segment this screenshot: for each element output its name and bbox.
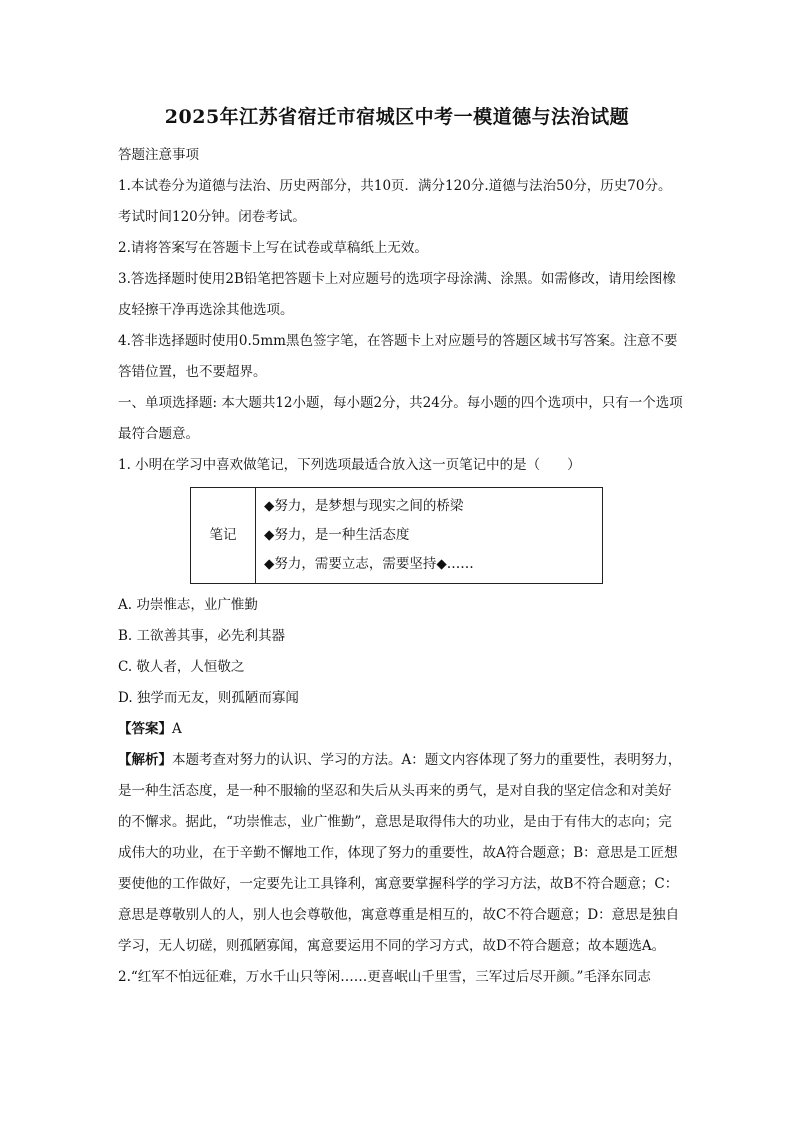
note-table	[190, 487, 603, 584]
page-title: 2025年江苏省宿迁市宿城区中考一模道德与法治试题	[164, 106, 630, 128]
answer-value: A	[172, 721, 182, 737]
note-item: ◆努力，是梦想与现实之间的桥梁	[264, 498, 464, 514]
option-a: A. 功崇惟志，业广惟勤	[118, 597, 258, 613]
option-c: C. 敬人者，人恒敬之	[118, 659, 245, 675]
answer-line	[118, 714, 684, 745]
notice-heading: 答题注意事项	[118, 147, 199, 163]
notice-3: 3.答选择题时使用2B铅笔把答题卡上对应题号的选项字母涂满、涂黑。如需修改，请用绘图橡皮轻擦干净再选涂其他选项。	[118, 271, 676, 318]
exam-content	[118, 140, 684, 993]
question-2-stem: 2.“红军不怕远征难，万水千山只等闲……更喜岷山千里雪，三军过后尽开颜。”毛泽东同志	[118, 969, 651, 985]
question-1-stem: 1. 小明在学习中喜欢做笔记，下列选项最适合放入这一页笔记中的是（ ）	[118, 457, 581, 473]
notice-1: 1.本试卷分为道德与法治、历史两部分，共10页．满分120分.道德与法治50分，历史70分。考试时间120分钟。闭卷考试。	[118, 178, 672, 225]
section-heading: 一、单项选择题: 本大题共12小题，每小题2分，共24分。每小题的四个选项中，只有一个选项最符合题意。	[118, 395, 683, 442]
notice-2: 2.请将答案写在答题卡上写在试卷或草稿纸上无效。	[118, 240, 428, 256]
notice-4: 4.答非选择题时使用0.5mm黑色签字笔，在答题卡上对应题号的答题区域书写答案。注意不要答错位置，也不要超界。	[118, 333, 678, 380]
analysis-paragraph	[118, 745, 684, 962]
option-d: D. 独学而无友，则孤陋而寡闻	[118, 690, 299, 706]
analysis-text: 本题考查对努力的认识、学习的方法。A：题文内容体现了努力的重要性，表明努力，是一种生活态度，是一种不服输的坚忍和失后从头再来的勇气，是对自我的坚定信念和对美好的不懈求。据此，“功崇惟志，业广惟勤”，意思是取得伟大的功业，是由于有伟大的志向；完成伟大的功业，在于辛勤不懈地工作，体现了努力的重要性，故A符合题意；B：意思是工匠想要使他的工作做好，一定要先让工具锋利，寓意要掌握科学的学习方法，故B不符合题意；C：意思是尊敬别人的人，别人也会尊敬他，寓意尊重是相互的，故C不符合题意；D：意思是独自学习，无人切磋，则孤陋寡闻，寓意要运用不同的学习方式，故D不符合题意；故本题选A。	[118, 752, 682, 954]
note-label: 笔记	[191, 488, 256, 584]
note-item: ◆努力，需要立志，需要坚持◆……	[264, 556, 474, 572]
note-item: ◆努力，是一种生活态度	[264, 527, 410, 543]
analysis-label: 【解析】	[118, 752, 172, 768]
answer-label: 【答案】	[118, 721, 172, 737]
option-b: B. 工欲善其事，必先利其器	[118, 628, 286, 644]
note-items	[256, 488, 603, 584]
